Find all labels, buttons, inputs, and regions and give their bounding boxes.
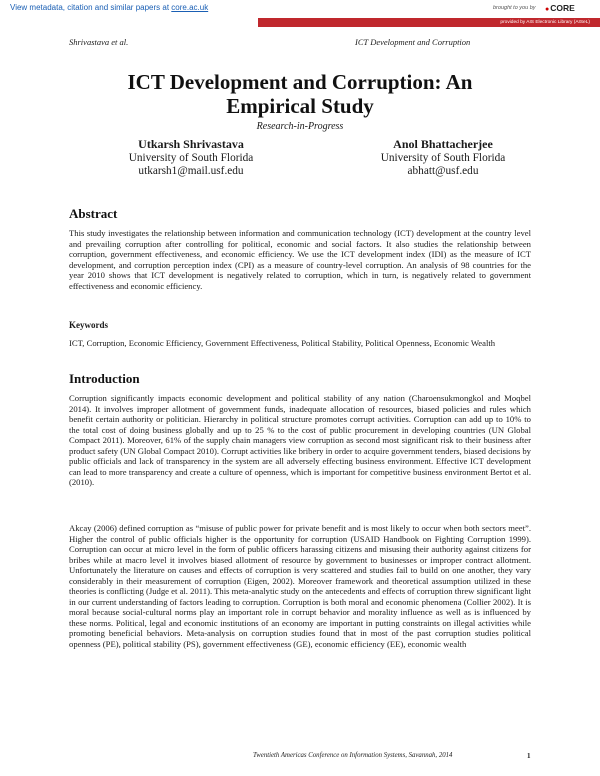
title-line-1: ICT Development and Corruption: An (127, 70, 473, 94)
metadata-link[interactable] (10, 3, 208, 12)
paper-title (60, 70, 540, 118)
keywords-heading: Keywords (69, 320, 108, 330)
core-logo-text: CORE (550, 3, 575, 13)
page-footer: Twentieth Americas Conference on Information Systems, Savannah, 2014 (253, 752, 453, 759)
running-head-title: ICT Development and Corruption (355, 37, 471, 47)
brought-by-text: brought to you by (493, 5, 536, 11)
author-email: utkarsh1@mail.usf.edu (138, 165, 244, 177)
intro-paragraph-2: Akcay (2006) defined corruption as “misuse of public power for private benefit and is most likely to occur when both sectors meet”. Higher the control of public officials higher is the opportunity for corruption (USAID Handbook on Fighting Corruption 1999). Corruption can occur at micro level in the form of public officers harassing citizens and misusing their authority against citizens for bribes while at macro level it involves biased allotment of resource by government to businesses or improper contract allotment. Unfortunately the literature on causes and effects of corruption is very scattered and studies fail to build on one another, they vary considerably in their measurement of corruption (Eigen, 2002). Moreover framework and theoretical assumption utilized in these theories is conflicting (Judge et al. 2011). This meta-analytic study on the antecedents and effects of corruption threw significant light in our current understanding of factors leading to corruption. Corruption is both moral and economic phenomena (Collier 2002). It is moral because social-cultural norms play an important role in corrupt behavior and morality influence as well as is influenced by these norms. Political, legal and economic institutions of an economy are important in putting constraints on illegal activities while promoting beneficial behaviors. Meta-analysis on corruption studies found that in most of the past corruption studies political openness (PE), political stability (PS), government effectiveness (GE), economic efficiency (EE), economic wealth (69, 523, 531, 649)
author-affiliation: University of South Florida (380, 151, 506, 164)
author-name: Utkarsh Shrivastava (138, 137, 244, 151)
title-line-2: Empirical Study (226, 94, 374, 118)
intro-paragraph-1: Corruption significantly impacts economic development and political stability of any nation (Charoensukmongkol and Moqbel 2014). It involves improper allotment of government funds, inadequate allocation of resources, biased policies and rules which benefit certain authority or politician. Hierarchy in political structure promotes corrupt activities. Corruption can add up to 10% to the total cost of doing business globally and up to 25 % to the cost of public procurement in developing countries (UN Global Compact 2011). Moreover, 61% of the supply chain managers view corruption as second most significant risk to their business after product safety (UN Global Compact 2010). Corrupt activities like bribery in order to acquire government tenders, biased decisions by public officials and lack of transparency in the system are all adversely effecting business environment. Effective ICT development can lead to more transparency and create a culture of openness, which is important for competitive business environment Bertot et al. (2010). (69, 393, 531, 487)
core-logo-icon: ● (545, 6, 550, 13)
author-affiliation: University of South Florida (128, 151, 254, 164)
abstract-text: This study investigates the relationship between information and communication technology (ICT) development at the country level and prevailing corruption after controlling for political, economic and social factors. It also studies the relationship between corruption, government effectiveness, and economic efficiency. We use the ICT development index (IDI) as the measure of ICT development, and corruption perception index (CPI) as a measure of country-level corruption. An analysis of 98 countries for the year 2010 shows that ICT development is negatively related to corruption, which in turn, is negatively related to government effectiveness and economic efficiency. (69, 228, 531, 291)
page-number: 1 (527, 752, 531, 760)
core-banner (0, 0, 600, 18)
author-block-1 (66, 138, 316, 179)
paper-subtitle: Research-in-Progress (256, 121, 344, 132)
author-name: Anol Bhattacherjee (393, 137, 493, 151)
metadata-text: View metadata, citation and similar papers at (10, 3, 170, 12)
core-logo[interactable] (545, 3, 575, 13)
running-head-authors: Shrivastava et al. (69, 37, 129, 47)
author-email: abhatt@usf.edu (407, 165, 479, 177)
core-url[interactable]: core.ac.uk (171, 3, 209, 12)
author-block-2 (318, 138, 568, 179)
keywords-text: ICT, Corruption, Economic Efficiency, Government Effectiveness, Political Stability, Political Openness, Economic Wealth (69, 338, 496, 348)
abstract-heading: Abstract (69, 206, 118, 221)
provider-strip[interactable]: provided by AIS Electronic Library (AISeL) (258, 18, 600, 27)
introduction-heading: Introduction (69, 371, 140, 386)
